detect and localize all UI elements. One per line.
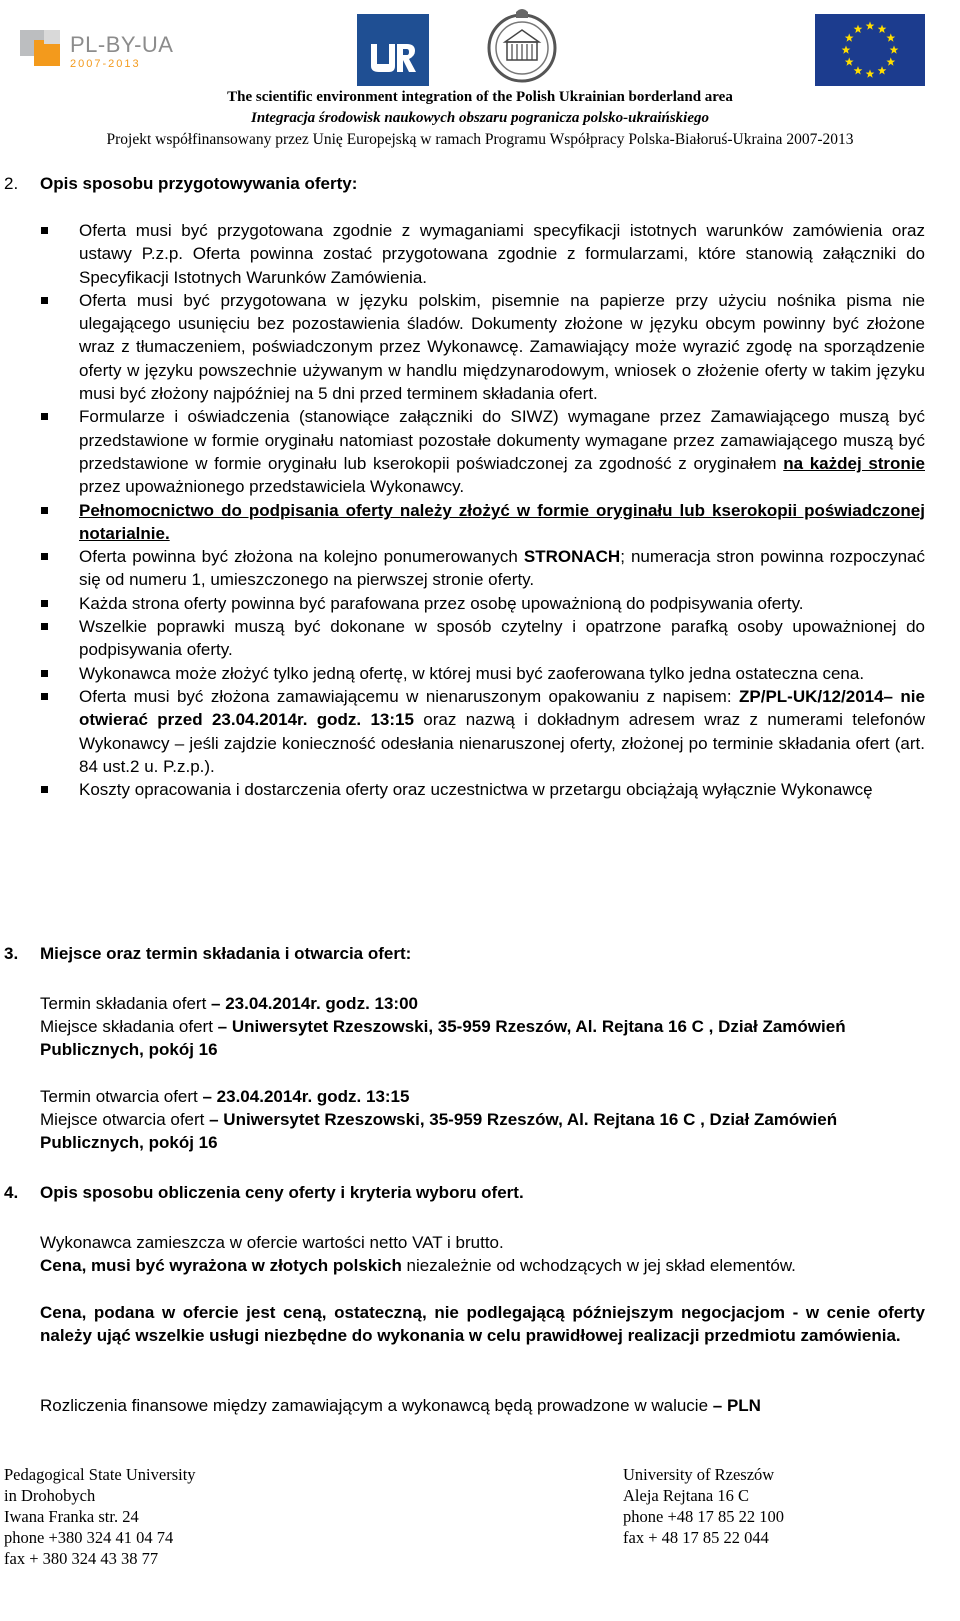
eu-star-icon: [878, 25, 887, 33]
price-paragraph-2: Cena, musi być wyrażona w złotych polskich niezależnie od wchodzących w jej skład elementów.: [40, 1256, 796, 1275]
header-project-title-en: The scientific environment integration of the Polish Ukrainian borderland area: [227, 89, 733, 105]
section-2-bullet-list: [40, 219, 925, 801]
eu-star-icon: [886, 57, 895, 65]
list-item: Wykonawca może złożyć tylko jedną ofertę, w której musi być zaoferowana tylko jedna ostateczna cena.: [40, 662, 925, 685]
pl-by-ua-logo-years: 2007-2013: [70, 58, 141, 70]
currency-paragraph: Rozliczenia finansowe między zamawiającym a wykonawcą będą prowadzone w walucie – PLN: [40, 1396, 761, 1415]
section-4-number: 4.: [4, 1183, 19, 1202]
section-3-number: 3.: [4, 944, 19, 963]
header-project-title-pl: Integracja środowisk naukowych obszaru pogranicza polsko-ukraińskiego: [251, 110, 709, 126]
footer-line: phone +380 324 41 04 74: [4, 1528, 174, 1547]
footer-line: Iwana Franka str. 24: [4, 1507, 139, 1526]
footer-line: Aleja Rejtana 16 C: [623, 1486, 750, 1505]
list-item: Oferta powinna być złożona na kolejno ponumerowanych STRONACH; numeracja stron powinna rozpoczynać się od numeru 1, umieszczonego na pierwszej stronie oferty.: [40, 545, 925, 592]
eu-star-icon: [878, 66, 887, 74]
eu-star-icon: [845, 33, 854, 41]
price-paragraph-3: Cena, podana w ofercie jest ceną, ostateczną, nie podlegającą późniejszym negocjacjom - w cenie oferty należy ująć wszelkie usługi niezbędne do wykonania w celu prawidłowej realizacji przedmiotu zamówienia.: [40, 1303, 925, 1346]
eu-star-icon: [845, 57, 854, 65]
list-item: Każda strona oferty powinna być parafowana przez osobę upoważnioną do podpisywania oferty.: [40, 592, 925, 615]
price-paragraph-1: Wykonawca zamieszcza w ofercie wartości netto VAT i brutto.: [40, 1233, 504, 1252]
submission-place: Miejsce składania ofert – Uniwersytet Rzeszowski, 35-959 Rzeszów, Al. Rejtana 16 C , Dział Zamówień Publicznych, pokój 16: [40, 1017, 846, 1060]
eu-star-icon: [854, 25, 863, 33]
list-item: Oferta musi być przygotowana zgodnie z wymaganiami specyfikacji istotnych warunków zamówienia oraz ustawy P.z.p. Oferta powinna zostać przygotowana zgodnie z formularzami, które stanowią załączniki do Specyfikacji Istotnych Warunków Zamówienia.: [40, 219, 925, 289]
pl-by-ua-logo: [20, 28, 190, 84]
eu-star-icon: [866, 69, 875, 77]
university-seal-logo: [487, 6, 557, 86]
section-2-number: 2.: [4, 174, 19, 193]
footer-line: University of Rzeszów: [623, 1465, 775, 1484]
opening-date: Termin otwarcia ofert – 23.04.2014r. godz. 13:15: [40, 1087, 410, 1106]
list-item: Wszelkie poprawki muszą być dokonane w sposób czytelny i opatrzone parafką osoby upoważnionej do podpisywania oferty.: [40, 615, 925, 662]
section-3-title: Miejsce oraz termin składania i otwarcia ofert:: [40, 944, 412, 963]
eu-star-icon: [890, 45, 899, 53]
eu-star-icon: [866, 21, 875, 29]
university-of-rzeszow-logo: [357, 14, 429, 86]
footer-drohobych-address: [4, 1464, 196, 1569]
eu-star-icon: [886, 33, 895, 41]
footer-line: in Drohobych: [4, 1486, 96, 1505]
list-item: Oferta musi być przygotowana w języku polskim, pisemnie na papierze przy użyciu nośnika pisma nie ulegającego usunięciu bez pozostawienia śladów. Dokumenty złożone w języku obcym powinny być złożone wraz z tłumaczeniem, poświadczonym przez Wykonawcę. Zamawiający może wyrazić zgodę na sporządzenie oferty w języku powszechnie używanym w handlu międzynarodowym, wniosek o złożenie oferty w takim języku musi być złożony najpóźniej na 5 dni przed terminem składania ofert.: [40, 289, 925, 405]
submission-deadline: Termin składania ofert – 23.04.2014r. godz. 13:00: [40, 994, 418, 1013]
list-item: Oferta musi być złożona zamawiającemu w nienaruszonym opakowaniu z napisem: ZP/PL-UK/12/2014– nie otwierać przed 23.04.2014r. godz. 13:15 oraz nazwą i dokładnym adresem wraz z numerami telefonów Wykonawcy – jeśli zajdzie konieczność odesłania nienaruszonej oferty, złożonej po terminie składania ofert (art. 84 ust.2 u. P.z.p.).: [40, 685, 925, 778]
list-item: Pełnomocnictwo do podpisania oferty należy złożyć w formie oryginału lub kserokopii poświadczonej notarialnie.: [40, 499, 925, 546]
list-item: Formularze i oświadczenia (stanowiące załączniki do SIWZ) wymagane przez Zamawiającego muszą być przedstawione w formie oryginału natomiast pozostałe dokumenty wymagane przez zamawiającego muszą być przedstawione w formie oryginału lub kserokopii poświadczonej za zgodność z oryginałem na każdej stronie przez upoważnionego przedstawiciela Wykonawcy.: [40, 405, 925, 498]
list-item: Koszty opracowania i dostarczenia oferty oraz uczestnictwa w przetargu obciążają wyłącznie Wykonawcę: [40, 778, 925, 801]
eu-star-icon: [842, 45, 851, 53]
footer-line: fax + 380 324 43 38 77: [4, 1549, 159, 1568]
header-cofinancing-note: Projekt współfinansowany przez Unię Europejską w ramach Programu Współpracy Polska-Białoruś-Ukraina 2007-2013: [106, 131, 854, 148]
eu-flag-logo: [815, 14, 925, 86]
footer-line: fax + 48 17 85 22 044: [623, 1528, 769, 1547]
footer-line: phone +48 17 85 22 100: [623, 1507, 785, 1526]
pl-by-ua-logo-name: PL-BY-UA: [70, 32, 174, 57]
section-4-title: Opis sposobu obliczenia ceny oferty i kryteria wyboru ofert.: [40, 1183, 524, 1202]
opening-place: Miejsce otwarcia ofert – Uniwersytet Rzeszowski, 35-959 Rzeszów, Al. Rejtana 16 C , Dział Zamówień Publicznych, pokój 16: [40, 1110, 838, 1153]
section-2-title: Opis sposobu przygotowywania oferty:: [40, 174, 358, 193]
eu-star-icon: [854, 66, 863, 74]
footer-line: Pedagogical State University: [4, 1465, 196, 1484]
footer-rzeszow-address: [623, 1464, 784, 1548]
